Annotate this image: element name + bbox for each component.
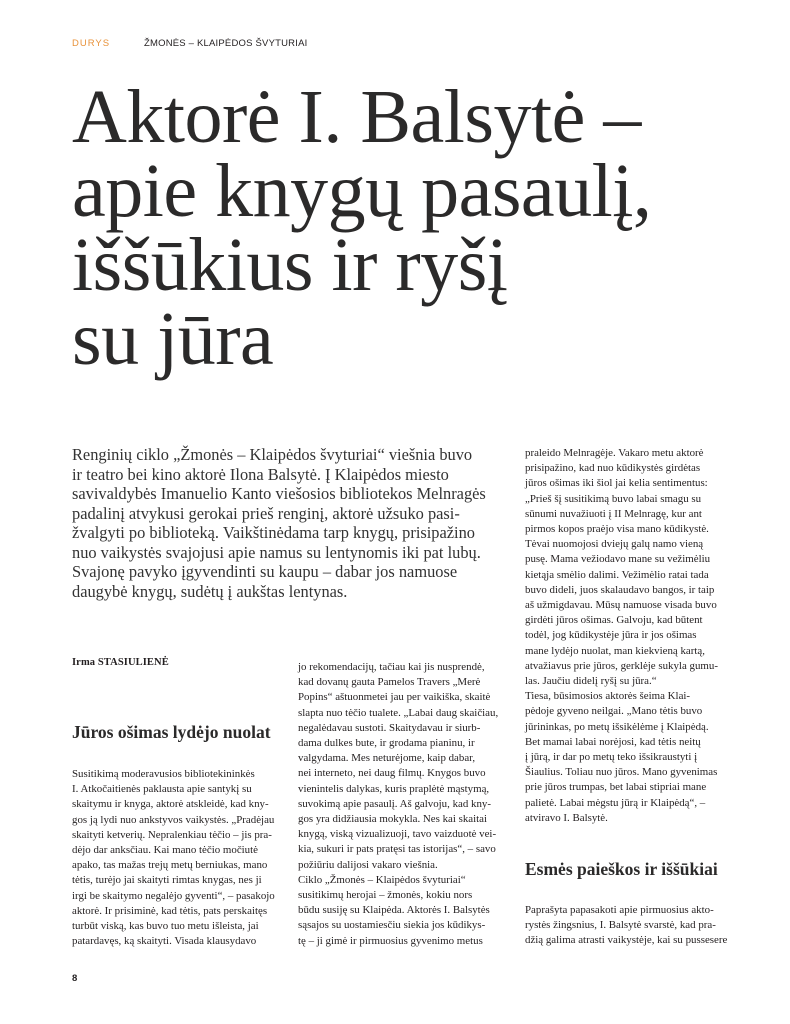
- running-header: [72, 38, 308, 49]
- body-line: Tėvai nuomojosi dviejų galų namo vieną: [525, 538, 704, 551]
- title-line: iššūkius ir ryšį: [72, 223, 508, 307]
- body-column-2: [298, 660, 498, 949]
- article-title: [72, 75, 752, 381]
- body-line: džią galima atrasti vaikystėje, kai su pussesere: [525, 934, 728, 947]
- body-line: dama dulkes bute, ir grodama pianinu, ir: [298, 737, 475, 750]
- body-line: Tiesa, būsimosios aktorės šeima Klai-: [525, 690, 691, 703]
- body-line: „Prieš šį susitikimą buvo labai smagu su: [525, 492, 702, 505]
- body-line: sūnumi nuvažiuoti į II Melnragę, kur ant: [525, 507, 702, 520]
- lead-line: padalinį atvykusi gerokai prieš renginį, aktorė užsuko pasi-: [72, 503, 460, 523]
- header-title: ŽMONĖS – KLAIPĖDOS ŠVYTURIAI: [144, 38, 308, 49]
- body-line: jo rekomendacijų, tačiau kai jis nusprendė,: [298, 661, 485, 673]
- body-line: mane lydėjo nuolat, man kiekvieną kartą,: [525, 644, 705, 657]
- body-line: Bet mamai labai norėjosi, kad tėtis neitų: [525, 735, 701, 748]
- body-line: rystės žingsnius, I. Balsytė svarstė, kad pra-: [525, 919, 716, 932]
- body-line: negalėdavau sustoti. Skaitydavau ir siurb-: [298, 721, 481, 734]
- body-line: knygą, viską vizualizuoji, tavo vaizduotė vei-: [298, 828, 497, 841]
- body-line: į jūrą, ir dar po metų teko išsikraustyti į: [525, 751, 698, 764]
- body-line: nei interneto, nei daug filmų. Knygos buvo: [298, 767, 486, 780]
- body-line: turbūt viską, kas buvo tuo metu išleista, jai: [72, 920, 259, 933]
- lead-line: ir teatro bei kino aktorė Ilona Balsytė. Į Klaipėdos miesto: [72, 464, 449, 484]
- body-line: kietąja smėlio dalimi. Vežimėlio ratai tada: [525, 568, 709, 581]
- lead-paragraph: [72, 445, 504, 601]
- body-line: dėjo dar anksčiau. Kai mano tėčio močiutė: [72, 844, 258, 857]
- body-line: palietė. Labai mėgstu jūrą ir Klaipėdą“, –: [525, 796, 706, 809]
- body-line: I. Atkočaitienės paklausta apie santykį su: [72, 783, 252, 796]
- body-line: todėl, jog kūdikystėje jūra ir jos ošimas: [525, 629, 697, 642]
- body-line: skaityti ketverių. Nepralenkiau tėčio – jis pra-: [72, 828, 272, 841]
- body-line: girdėti jūros ošimas. Galvoju, kad būtent: [525, 614, 703, 627]
- body-line: susitikimų herojai – žmonės, kokiu nors: [298, 889, 473, 902]
- lead-line: nuo vaikystės svajojusi apie namus su lentynomis iki pat lubų.: [72, 542, 481, 562]
- body-line: prie jūros trumpas, bet labai stipriai mane: [525, 781, 707, 794]
- body-line: aktorė. Ir prisiminė, kad tėtis, pats perskaitęs: [72, 904, 268, 917]
- body-line: skaitymu ir knyga, aktorė atskleidė, kad kny-: [72, 798, 269, 811]
- body-line: Susitikimą moderavusios bibliotekininkės: [72, 768, 255, 780]
- body-line: patardavęs, ką skaityti. Visada klausydavo: [72, 935, 257, 948]
- body-line: apako, tas mažas trejų metų berniukas, mano: [72, 859, 268, 872]
- body-line: irgi be skaitymo negalėjo gyventi“, – pasakojo: [72, 889, 275, 902]
- body-line: kia, sukuri ir pats pratęsi tas istorijas“, – savo: [298, 843, 496, 856]
- body-line: prisipažino, kad nuo kūdikystės girdėtas: [525, 462, 701, 475]
- body-line: Ciklo „Žmonės – Klaipėdos švyturiai“: [298, 873, 466, 886]
- subheading-challenges: Esmės paieškos ir iššūkiai: [525, 859, 718, 879]
- body-line: gos yra didžiausia mokykla. Nes kai skaitai: [298, 813, 488, 826]
- lead-line: daugybė knygų, sudėtų į aukštas lentynas.: [72, 581, 348, 601]
- lead-line: savivaldybės Imanuelio Kanto viešosios bibliotekos Melnragės: [72, 484, 486, 503]
- lead-line: Svajonę pavyko įgyvendinti su kaupu – dabar jos namuose: [72, 562, 458, 581]
- author-byline: Irma STASIULIENĖ: [72, 657, 169, 668]
- lead-line: žvalgyti po biblioteką. Vaikštinėdama tarp knygų, prisipažino: [72, 523, 476, 542]
- body-line: jūrininkas, po metų išsikėlėme į Klaipėdą.: [525, 720, 709, 733]
- subheading-sea: Jūros ošimas lydėjo nuolat: [72, 722, 271, 742]
- body-line: gos ją lydi nuo ankstyvos vaikystės. „Pradėjau: [72, 813, 275, 826]
- body-line: atvažiavus prie jūros, gerklėje sukyla gumu-: [525, 659, 718, 672]
- body-column-3b: [525, 903, 727, 949]
- body-line: slapta nuo tėčio tualete. „Labai daug skaičiau,: [298, 706, 499, 719]
- title-line: Aktorė I. Balsytė –: [72, 75, 641, 159]
- body-line: jūros ošimas iki šiol jai kelia sentimentus:: [525, 477, 708, 490]
- body-line: suvokimą apie pasaulį. Aš galvoju, kad kny-: [298, 797, 491, 810]
- body-line: pusę. Mama vežiodavo mane su vežimėliu: [525, 553, 711, 566]
- body-line: tę – ji gimė ir pirmuosius gyvenimo metus: [298, 934, 483, 947]
- section-label: DURYS: [72, 38, 111, 49]
- body-line: tėtis, turėjo jai skaityti rimtas knygas, nes ji: [72, 874, 262, 887]
- body-line: pirmos kopos praėjo visa mano kūdikystė.: [525, 523, 709, 536]
- body-line: pėdoje gyveno neilgai. „Mano tėtis buvo: [525, 705, 703, 718]
- lead-line: Renginių ciklo „Žmonės – Klaipėdos švyturiai“ viešnia buvo: [72, 445, 473, 464]
- body-column-1: [72, 767, 275, 949]
- body-line: vienintelis dalykas, kuris praplėtė mąstymą,: [298, 782, 490, 795]
- body-line: požiūriu dalijosi vakaro viešnia.: [298, 858, 438, 871]
- body-line: praleido Melnragėje. Vakaro metu aktorė: [525, 447, 704, 459]
- body-line: Paprašyta papasakoti apie pirmuosius akto-: [525, 904, 714, 916]
- body-line: buvo dideli, juos skalaudavo bangos, ir taip: [525, 583, 715, 596]
- body-line: atviravo I. Balsytė.: [525, 811, 608, 824]
- body-line: būdu susiję su Klaipėda. Aktorės I. Balsytės: [298, 904, 490, 917]
- body-line: sąsajos su uostamiesčiu siekia jos kūdikys-: [298, 919, 486, 932]
- body-line: kad dovanų gauta Pamelos Travers „Merė: [298, 676, 481, 689]
- body-line: Popins“ aštuonmetei jau per vaikiška, skaitė: [298, 691, 491, 704]
- body-line: valgydama. Mes neturėjome, kaip dabar,: [298, 752, 476, 765]
- title-line: su jūra: [72, 297, 274, 381]
- body-line: las. Jaučiu didelį ryšį su jūra.“: [525, 675, 657, 688]
- body-line: aš užmigdavau. Mūsų namuose visada buvo: [525, 599, 717, 612]
- body-line: Šiaulius. Toliau nuo jūros. Mano gyvenimas: [525, 766, 718, 779]
- page-number: 8: [72, 973, 78, 984]
- title-line: apie knygų pasaulį,: [72, 149, 652, 233]
- body-column-3: [525, 446, 718, 826]
